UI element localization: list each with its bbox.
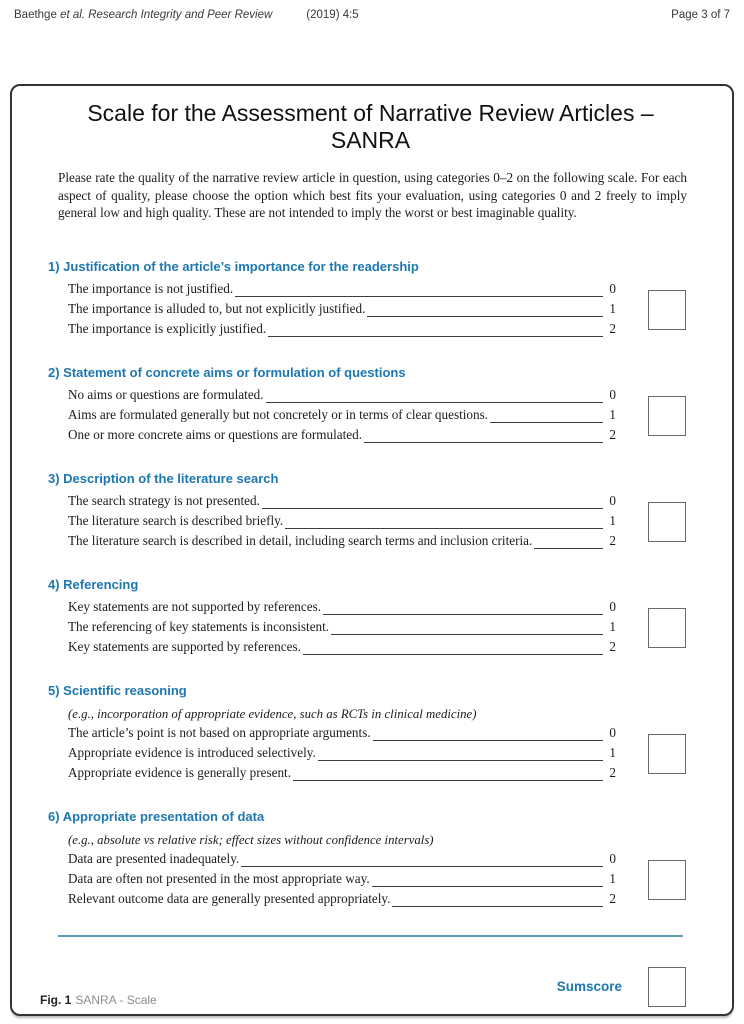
section-content (48, 577, 616, 659)
question-section-1 (48, 259, 693, 341)
figure-title: Scale for the Assessment of Narrative Review Articles – SANRA (87, 100, 654, 153)
rating-option-row (68, 387, 616, 407)
rating-option-row (68, 513, 616, 533)
section-content (48, 683, 616, 785)
section-heading: 2) Statement of concrete aims or formulation of questions (48, 364, 406, 380)
rating-option-row (68, 765, 616, 785)
option-text: Relevant outcome data are generally presented appropriately. (68, 890, 391, 906)
rating-option-row (68, 891, 616, 911)
intro-paragraph: Please rate the quality of the narrative review article in question, using categories 0–2 on the following scale. For each aspect of quality, please choose the option which best fits your evaluation, using categories 0 and 2 freely to imply general low and high quality. These are not intended to imply the worst or best imaginable quality. (58, 170, 687, 220)
section-note: (e.g., absolute vs relative risk; effect sizes without confidence intervals) (68, 832, 434, 847)
option-score: 0 (609, 386, 616, 402)
option-score: 2 (609, 532, 616, 548)
score-box-column (616, 809, 693, 911)
section-heading: 4) Referencing (48, 576, 139, 592)
score-box-column (616, 365, 693, 447)
score-box-column (616, 259, 693, 341)
figure-box (10, 84, 734, 1016)
rating-option-row (68, 427, 616, 447)
score-box-column (616, 471, 693, 553)
option-text: The article’s point is not based on appropriate arguments. (68, 724, 371, 740)
score-box-column (616, 577, 693, 659)
option-text: The literature search is described in detail, including search terms and inclusion criteria. (68, 532, 533, 548)
option-score: 1 (609, 300, 616, 316)
option-score: 1 (609, 744, 616, 760)
citation-author: Baethge (14, 9, 57, 21)
option-score: 1 (609, 618, 616, 634)
option-score: 0 (609, 598, 616, 614)
option-text: Data are presented inadequately. (68, 850, 240, 866)
rating-option-row (68, 301, 616, 321)
leader-line (323, 599, 603, 615)
score-box-column (616, 683, 693, 785)
citation-issue: (2019) 4:5 (306, 9, 359, 21)
figure-caption (40, 992, 157, 1008)
rating-option-row (68, 281, 616, 301)
rating-option-row (68, 639, 616, 659)
sumscore-divider (58, 935, 683, 937)
leader-line (293, 765, 603, 781)
sumscore-label: Sumscore (556, 979, 622, 994)
section-content (48, 259, 616, 341)
option-text: The importance is alluded to, but not explicitly justified. (68, 300, 366, 316)
running-citation (14, 9, 272, 21)
leader-line (235, 281, 603, 297)
rating-option-row (68, 851, 616, 871)
leader-line (373, 725, 603, 741)
option-text: Aims are formulated generally but not concretely or in terms of clear questions. (68, 406, 489, 422)
rating-sections (48, 259, 693, 911)
leader-line (392, 891, 603, 907)
option-text: Data are often not presented in the most appropriate way. (68, 870, 370, 886)
leader-line (262, 493, 603, 509)
option-score: 2 (609, 320, 616, 336)
option-text: Key statements are supported by references. (68, 638, 301, 654)
caption-text: SANRA - Scale (75, 993, 157, 1007)
rating-option-row (68, 871, 616, 891)
option-score: 2 (609, 890, 616, 906)
leader-line (490, 407, 603, 423)
leader-line (268, 321, 603, 337)
leader-line (241, 851, 603, 867)
option-text: The importance is not justified. (68, 280, 234, 296)
option-score: 0 (609, 850, 616, 866)
rating-option-row (68, 407, 616, 427)
sumscore-input-box[interactable] (648, 967, 686, 1007)
option-text: The referencing of key statements is inconsistent. (68, 618, 330, 634)
score-input-box[interactable] (648, 502, 686, 542)
rating-option-row (68, 619, 616, 639)
section-heading: 3) Description of the literature search (48, 470, 279, 486)
rating-option-row (68, 321, 616, 341)
section-content (48, 471, 616, 553)
section-content (48, 365, 616, 447)
rating-option-row (68, 745, 616, 765)
leader-line (303, 639, 603, 655)
score-input-box[interactable] (648, 396, 686, 436)
score-input-box[interactable] (648, 860, 686, 900)
option-score: 1 (609, 870, 616, 886)
leader-line (534, 533, 603, 549)
leader-line (331, 619, 603, 635)
rating-option-row (68, 533, 616, 553)
option-score: 1 (609, 512, 616, 528)
option-score: 0 (609, 724, 616, 740)
option-text: The literature search is described briefly. (68, 512, 284, 528)
section-heading: 6) Appropriate presentation of data (48, 808, 265, 824)
leader-line (367, 301, 603, 317)
page-header (14, 9, 730, 21)
option-text: Appropriate evidence is introduced selectively. (68, 744, 316, 760)
option-score: 1 (609, 406, 616, 422)
option-text: One or more concrete aims or questions are formulated. (68, 426, 363, 442)
question-section-5 (48, 683, 693, 785)
option-text: Key statements are not supported by references. (68, 598, 322, 614)
leader-line (318, 745, 603, 761)
option-score: 0 (609, 280, 616, 296)
question-section-6 (48, 809, 693, 911)
rating-option-row (68, 493, 616, 513)
option-text: The importance is explicitly justified. (68, 320, 267, 336)
option-text: The search strategy is not presented. (68, 492, 260, 508)
leader-line (266, 387, 603, 403)
leader-line (364, 427, 603, 443)
score-input-box[interactable] (648, 608, 686, 648)
citation-journal: et al. Research Integrity and Peer Review (60, 9, 273, 21)
page-number: Page 3 of 7 (671, 9, 730, 21)
score-input-box[interactable] (648, 290, 686, 330)
option-text: Appropriate evidence is generally present. (68, 764, 291, 780)
option-score: 2 (609, 764, 616, 780)
option-text: No aims or questions are formulated. (68, 386, 264, 402)
leader-line (285, 513, 603, 529)
section-heading: 5) Scientific reasoning (48, 682, 187, 698)
section-heading: 1) Justification of the article’s importance for the readership (48, 258, 419, 274)
caption-label: Fig. 1 (40, 993, 72, 1007)
option-score: 2 (609, 426, 616, 442)
question-section-2 (48, 365, 693, 447)
question-section-4 (48, 577, 693, 659)
score-input-box[interactable] (648, 734, 686, 774)
option-score: 2 (609, 638, 616, 654)
rating-option-row (68, 725, 616, 745)
option-score: 0 (609, 492, 616, 508)
question-section-3 (48, 471, 693, 553)
leader-line (372, 871, 603, 887)
section-content (48, 809, 616, 911)
section-note: (e.g., incorporation of appropriate evidence, such as RCTs in clinical medicine) (68, 706, 477, 721)
rating-option-row (68, 599, 616, 619)
